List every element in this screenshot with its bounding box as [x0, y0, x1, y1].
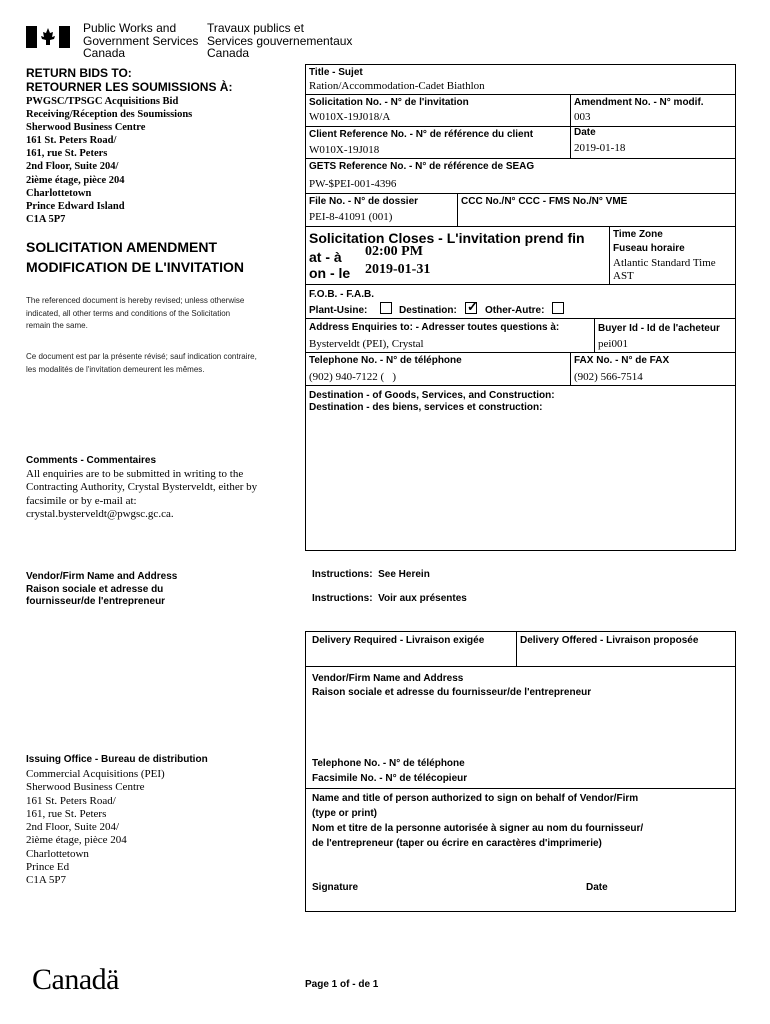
header-en-line2: Government Services	[83, 33, 199, 48]
delivery-required-label: Delivery Required - Livraison exigée	[312, 635, 485, 646]
destination-goods-en: Destination - of Goods, Services, and Construction:	[309, 390, 555, 401]
title-value: Ration/Accommodation-Cadet Biathlon	[309, 80, 485, 92]
address-line: 2ième étage, pièce 204	[26, 174, 125, 186]
amendment-title	[26, 237, 244, 277]
fob-label: F.O.B. - F.A.B.	[309, 289, 374, 300]
fax-label: FAX No. - N° de FAX	[574, 355, 670, 366]
issuing-line: 2ième étage, pièce 204	[26, 834, 127, 847]
tz-value: Atlantic Standard Time	[613, 257, 716, 269]
at-value: 02:00 PM	[365, 244, 423, 259]
tz-abbrev: AST	[613, 270, 634, 282]
comment-line: facsimile or by e-mail at:	[26, 494, 137, 507]
auth-line: Nom et titre de la personne autorisée à signer au nom du fournisseur/	[312, 823, 644, 834]
title-label: Title - Sujet	[309, 67, 363, 78]
note-line: The referenced document is hereby revised; unless otherwise	[26, 296, 245, 305]
comment-line: crystal.bysterveldt@pwgsc.gc.ca.	[26, 507, 174, 520]
header-fr-line2: Services gouvernementaux	[207, 33, 353, 48]
issuing-office-label: Issuing Office - Bureau de distribution	[26, 754, 208, 765]
header-fr	[207, 22, 352, 60]
note-line: Ce document est par la présente révisé; sauf indication contraire,	[26, 352, 257, 361]
client-ref-label: Client Reference No. - N° de référence du client	[309, 129, 534, 140]
authorized-person-label	[312, 791, 643, 851]
amendment-title-fr: MODIFICATION DE L'INVITATION	[26, 259, 244, 275]
auth-line: de l'entrepreneur (taper ou écrire en caractères d'imprimerie)	[312, 838, 602, 849]
issuing-line: Prince Ed	[26, 861, 70, 874]
address-line: 161, rue St. Peters	[26, 148, 108, 160]
return-bids-title-fr: RETOURNER LES SOUMISSIONS À:	[26, 80, 233, 94]
fax-value: (902) 566-7514	[574, 371, 643, 383]
signature-date-label: Date	[586, 882, 608, 893]
solicitation-label: Solicitation No. - N° de l'invitation	[309, 97, 469, 108]
canada-flag-icon	[26, 26, 70, 48]
vendor-line: Raison sociale et adresse du	[26, 583, 164, 595]
header-en-line1: Public Works and	[83, 21, 177, 35]
header-en-line3: Canada	[83, 46, 126, 60]
gets-label: GETS Reference No. - N° de référence de SEAG	[309, 161, 535, 172]
issuing-line: 161, rue St. Peters	[26, 807, 107, 820]
signature-label: Signature	[312, 882, 359, 893]
return-bids-address	[26, 95, 192, 226]
instructions-fr: Instructions: Voir aux présentes	[312, 593, 467, 604]
other-checkbox[interactable]	[552, 302, 564, 314]
amendment-note-en	[26, 295, 244, 333]
address-line: Charlottetown	[26, 187, 92, 199]
file-label: File No. - N° de dossier	[309, 196, 419, 207]
header-en	[83, 22, 198, 60]
address-line: 2nd Floor, Suite 204/	[26, 161, 119, 173]
delivery-offered-label: Delivery Offered - Livraison proposée	[520, 635, 699, 646]
plant-checkbox[interactable]	[380, 302, 392, 314]
other-label: Other-Autre:	[485, 305, 545, 316]
note-line: indicated, all other terms and conditions of the Solicitation	[26, 308, 231, 318]
note-line: remain the same.	[26, 321, 88, 330]
instructions-en: Instructions: See Herein	[312, 569, 430, 580]
destination-label: Destination:	[399, 305, 457, 316]
client-ref-value: W010X-19J018	[309, 144, 380, 156]
issuing-line: Commercial Acquisitions (PEI)	[26, 768, 165, 780]
header-fr-line3: Canada	[207, 46, 250, 60]
address-line: Sherwood Business Centre	[26, 122, 146, 134]
date-value: 2019-01-18	[574, 142, 626, 154]
vendor-telephone-label: Telephone No. - N° de téléphone	[312, 758, 465, 769]
enquiries-value: Bysterveldt (PEI), Crystal	[309, 338, 424, 350]
address-line: PWGSC/TPSGC Acquisitions Bid	[26, 96, 179, 107]
auth-line: Name and title of person authorized to sign on behalf of Vendor/Firm	[312, 793, 639, 804]
comment-line: Contracting Authority, Crystal Bysterveldt, either by	[26, 481, 258, 494]
telephone-label: Telephone No. - N° de téléphone	[309, 355, 462, 366]
vendor-left-label	[26, 571, 177, 609]
return-bids-title	[26, 66, 232, 94]
buyer-value: pei001	[598, 338, 628, 350]
enquiries-label: Address Enquiries to: - Adresser toutes questions à:	[309, 322, 560, 333]
vendor-fax-label: Facsimile No. - N° de télécopieur	[312, 773, 468, 784]
amendment-title-en: SOLICITATION AMENDMENT	[26, 239, 218, 255]
amendment-no-label: Amendment No. - N° modif.	[574, 97, 704, 108]
issuing-line: C1A 5P7	[26, 874, 67, 887]
vendor-name-label-en: Vendor/Firm Name and Address	[312, 673, 464, 684]
vendor-line: fournisseur/de l'entrepreneur	[26, 596, 166, 607]
on-label: on - le	[309, 265, 351, 281]
destination-goods-fr: Destination - des biens, services et construction:	[309, 402, 543, 413]
issuing-office-address	[26, 768, 165, 888]
address-line: Prince Edward Island	[26, 200, 125, 212]
tz-label-en: Time Zone	[613, 229, 663, 240]
ccc-label: CCC No./N° CCC - FMS No./N° VME	[461, 196, 628, 207]
header-fr-line1: Travaux publics et	[207, 21, 304, 35]
return-bids-title-en: RETURN BIDS TO:	[26, 66, 132, 80]
solicitation-value: W010X-19J018/A	[309, 111, 391, 123]
date-label: Date	[574, 127, 596, 138]
issuing-line: 2nd Floor, Suite 204/	[26, 821, 120, 834]
tz-label-fr: Fuseau horaire	[613, 243, 685, 254]
closes-label: Solicitation Closes - L'invitation prend fin	[309, 230, 585, 246]
vendor-name-label-fr: Raison sociale et adresse du fournisseur/de l'entrepreneur	[312, 687, 592, 698]
on-value: 2019-01-31	[365, 262, 431, 277]
address-line: Receiving/Réception des Soumissions	[26, 109, 193, 121]
check-mark-icon: ✓	[467, 299, 478, 314]
telephone-value: (902) 940-7122 ( )	[309, 371, 397, 383]
page-number: Page 1 of - de 1	[305, 979, 379, 990]
comment-line: All enquiries are to be submitted in writing to the	[26, 468, 244, 480]
vendor-line: Vendor/Firm Name and Address	[26, 571, 178, 582]
plant-label: Plant-Usine:	[309, 305, 368, 316]
canada-wordmark: Canadä	[32, 963, 119, 996]
note-line: les modalités de l'invitation demeurent les mêmes.	[26, 364, 205, 374]
issuing-line: Charlottetown	[26, 847, 89, 860]
amendment-no-value: 003	[574, 111, 591, 123]
amendment-note-fr	[26, 351, 257, 376]
issuing-line: 161 St. Peters Road/	[26, 794, 116, 807]
gets-value: PW-$PEI-001-4396	[309, 178, 397, 190]
buyer-label: Buyer Id - Id de l'acheteur	[598, 323, 720, 334]
address-line: 161 St. Peters Road/	[26, 135, 117, 147]
destination-checkbox[interactable]	[465, 299, 478, 314]
comments-text	[26, 468, 257, 521]
at-label: at - à	[309, 249, 342, 265]
issuing-line: Sherwood Business Centre	[26, 781, 145, 794]
comments-label: Comments - Commentaires	[26, 455, 157, 466]
address-line: C1A 5P7	[26, 213, 66, 225]
auth-line: (type or print)	[312, 808, 377, 819]
file-value: PEI-8-41091 (001)	[309, 211, 393, 223]
